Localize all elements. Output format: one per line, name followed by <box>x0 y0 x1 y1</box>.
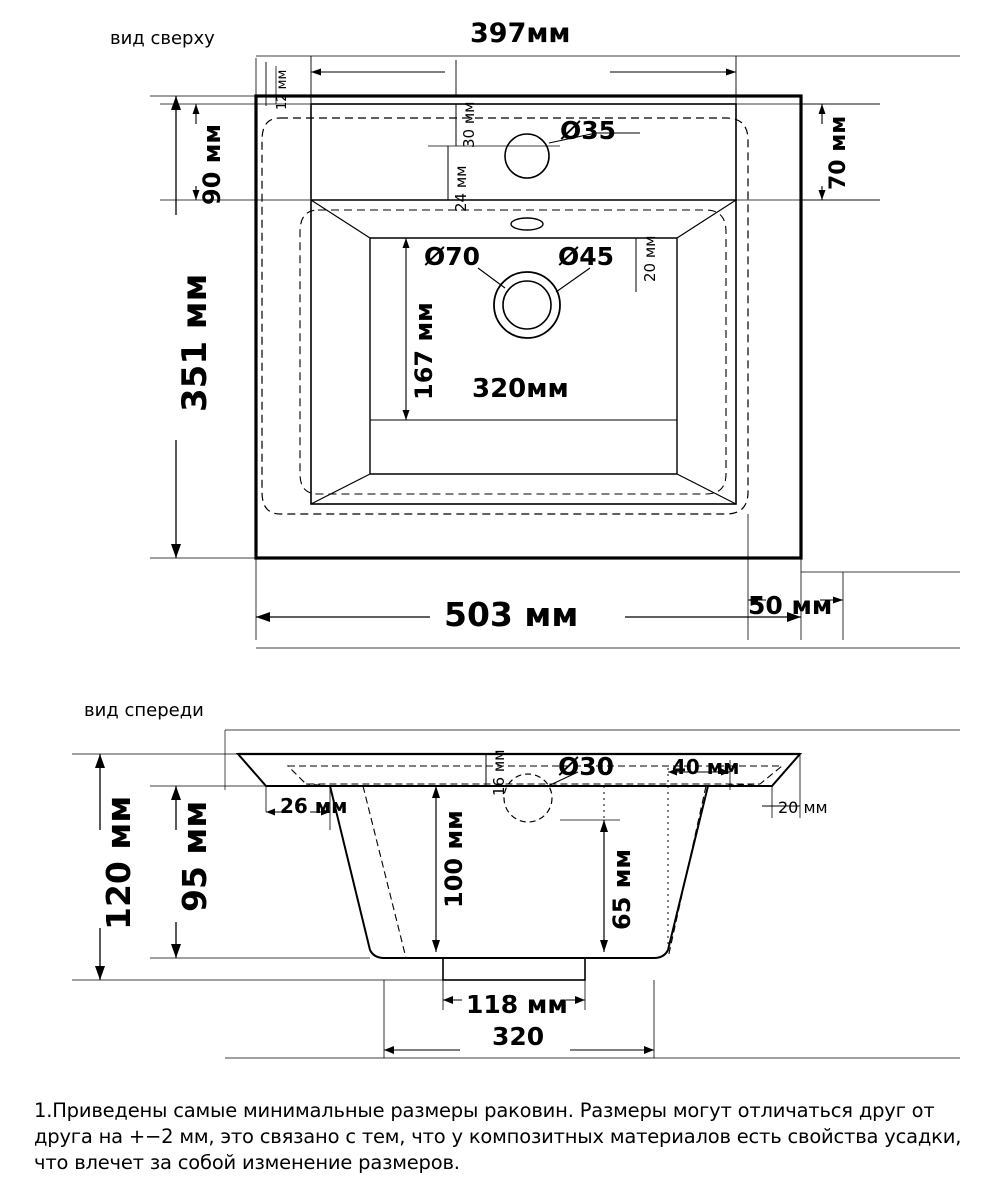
dim-167: 167 мм <box>410 302 438 400</box>
dim-65: 65 мм <box>608 849 636 930</box>
front-view-title: вид спереди <box>84 700 204 721</box>
drain-hole-45 <box>503 281 551 329</box>
dim-24: 24 мм <box>452 165 470 212</box>
top-view-rim <box>311 101 736 504</box>
dim-50: 50 мм <box>748 591 833 620</box>
dim-351: 351 мм <box>175 273 215 412</box>
front-drain-hole-30 <box>504 774 552 822</box>
hole-70-label: Ø70 <box>424 242 481 271</box>
hole-30-label: Ø30 <box>558 752 615 781</box>
dim-120: 120 мм <box>99 795 138 930</box>
front-view-base <box>443 958 585 980</box>
dim-30: 30 мм <box>460 101 478 148</box>
dim-26: 26 мм <box>280 794 348 818</box>
dim-16: 16 мм <box>490 749 508 796</box>
dim-90: 90 мм <box>198 124 226 205</box>
dim-397: 397мм <box>470 18 571 49</box>
dim-95: 95 мм <box>175 800 214 912</box>
dim-12: 12 мм <box>275 69 290 110</box>
dim-20-front: 20 мм <box>778 798 828 817</box>
front-view-basin <box>330 786 708 958</box>
dim-20-top: 20 мм <box>641 235 659 282</box>
dim-70-right: 70 мм <box>826 115 851 190</box>
faucet-hole-35 <box>505 134 549 178</box>
top-view-outline <box>256 96 801 558</box>
top-view-title: вид сверху <box>110 28 215 49</box>
dim-503: 503 мм <box>444 595 579 634</box>
hole-35-label: Ø35 <box>560 116 617 145</box>
overflow-slot <box>511 218 543 230</box>
dim-320-front: 320 <box>492 1022 545 1051</box>
drain-hole-70 <box>494 272 560 338</box>
dim-100: 100 мм <box>440 810 468 908</box>
dim-40: 40 мм <box>672 755 740 779</box>
dim-118: 118 мм <box>466 990 568 1019</box>
hole-45-label: Ø45 <box>558 242 615 271</box>
dim-320-top: 320мм <box>472 374 569 404</box>
notes-text: 1.Приведены самые минимальные размеры раковин. Размеры могут отличаться друг от друга на +−2 мм, это связано с тем, что у композитных материалов есть свойства усадки, что влечет за собой изменение размеров. <box>34 1099 962 1174</box>
